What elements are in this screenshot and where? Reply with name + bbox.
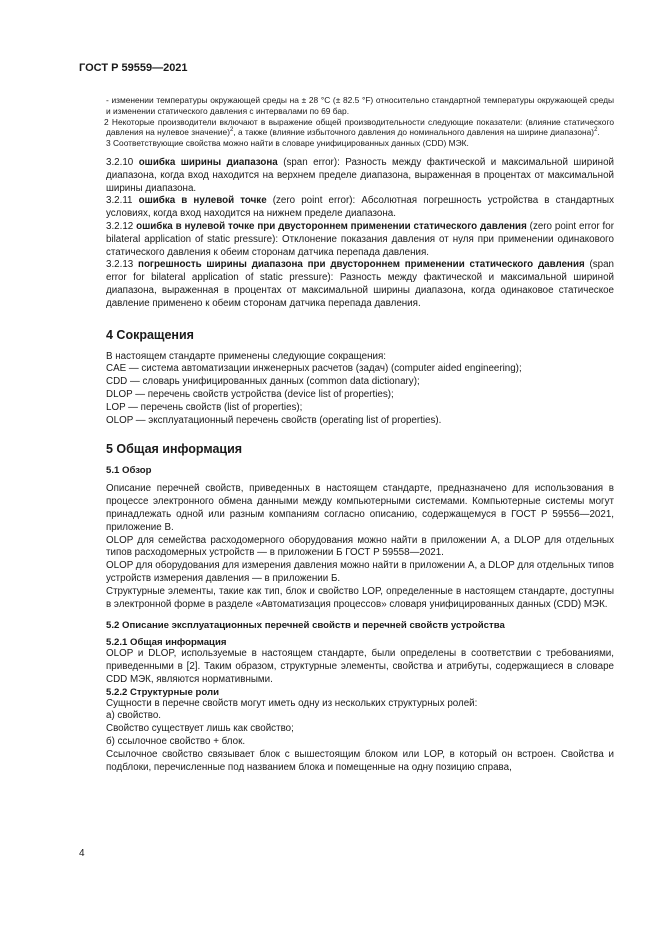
- abbr-item: CAE — система автоматизации инженерных расчетов (задач) (computer aided engineering);: [106, 363, 522, 375]
- note-3: 3 Соответствующие свойства можно найти в словаре унифицированных данных (CDD) МЭК.: [106, 138, 469, 149]
- def-number: 3.2.12: [106, 220, 134, 232]
- section-4-intro: В настоящем стандарте применены следующие сокращения:: [106, 350, 386, 362]
- def-number: 3.2.13: [106, 259, 134, 271]
- paragraph: Описание перечней свойств, приведенных в настоящем стандарте, предназначено для использования в процессе электронного обмена данными между компьютерными системами. Компьютерные системы могут принадлежать одной или разным компаниям согласно описанию, содержащемуся в ГОСТ Р 59556—2021, приложение В.: [106, 483, 614, 533]
- paragraph: OLOP для семейства расходомерного оборудования можно найти в приложении А, а DLOP для отдельных типов расходомерных устройств — в приложении Б ГОСТ Р 59558—2021.: [106, 534, 614, 559]
- note-2-text-b: , а также (влияние избыточного давления до номинального давления на ширине диапазона): [233, 127, 595, 138]
- def-text: (span error for bilateral application of static pressure): Разность между фактической и максимальной шириной диапазона, выраженная в процентах от максимальной ширины диапазона, когда одинаковое статическое давление применено к обеим сторонам датчика перепада давления.: [106, 259, 614, 309]
- page-number: 4: [79, 848, 85, 859]
- abbr-item: DLOP — перечень свойств устройства (device list of properties);: [106, 388, 394, 400]
- abbr-item: OLOP — эксплуатационный перечень свойств (operating list of properties).: [106, 414, 442, 426]
- section-5-2-1-title: 5.2.1 Общая информация: [106, 637, 227, 649]
- def-text: (span error): Разность между фактической и максимальной шириной диапазона, когда вход находится на верхнем пределе диапазона, выраженная в процентах от максимальной ширины диапазона.: [106, 156, 614, 194]
- definition-3-2-12: [106, 221, 614, 259]
- note-2-sup-b: 2: [594, 127, 598, 134]
- def-term: ошибка ширины диапазона: [138, 156, 278, 168]
- def-term: погрешность ширины диапазона при двустороннем применении статического давления: [138, 259, 585, 271]
- note-continuation: - изменении температуры окружающей среды на ± 28 °С (± 82.5 °F) относительно стандартной температуры окружающей среды и изменении статического давления с интервалами по 69 бар.: [106, 95, 614, 116]
- def-text: (zero point error for bilateral application of static pressure): Отклонение показания давления от нуля при применении одинакового статического давления к обеим сторонам датчика перепада давления.: [106, 220, 614, 258]
- paragraph: OLOP и DLOP, используемые в настоящем стандарте, были определены в соответствии с требованиями, приведенными в [2]. Таким образом, структурные элементы, свойства и атрибуты, содержащиеся в словаре CDD МЭК, являются нормативными.: [106, 648, 614, 685]
- paragraph: Ссылочное свойство связывает блок с вышестоящим блоком или LOP, в который он встроен. Свойства и подблоки, перечисленные под названием блока и помещенные на одну позицию справа,: [106, 748, 614, 773]
- definition-3-2-13: [106, 259, 614, 310]
- paragraph: Свойство существует лишь как свойство;: [106, 723, 294, 735]
- definition-3-2-10: [106, 157, 614, 195]
- def-term: ошибка в нулевой точке: [138, 195, 267, 207]
- section-5-2-2-title: 5.2.2 Структурные роли: [106, 686, 219, 698]
- section-5-2-title: 5.2 Описание эксплуатационных перечней свойств и перечней свойств устройства: [106, 620, 505, 632]
- note-2-text-a: 2 Некоторые производители включают в выражение общей производительности следующие показатели: (влияние статического давления на нулевое значение): [104, 116, 614, 138]
- list-item: а) свойство.: [106, 710, 161, 722]
- def-text: (zero point error): Абсолютная погрешность устройства в стандартных условиях, когда вход находится на нижнем пределе диапазона.: [106, 195, 614, 220]
- paragraph: Сущности в перечне свойств могут иметь одну из нескольких структурных ролей:: [106, 697, 478, 709]
- abbr-item: CDD — словарь унифицированных данных (common data dictionary);: [106, 376, 420, 388]
- note-2: [106, 117, 614, 139]
- def-number: 3.2.11: [106, 195, 133, 207]
- def-number: 3.2.10: [106, 156, 134, 168]
- note-2-end: .: [597, 127, 600, 138]
- section-5-title: 5 Общая информация: [106, 442, 243, 457]
- paragraph: OLOP для оборудования для измерения давления можно найти в приложении А, а DLOP для отдельных типов устройств измерения давления — в приложении Б.: [106, 560, 614, 584]
- standard-number: ГОСТ Р 59559—2021: [79, 62, 188, 74]
- def-term: ошибка в нулевой точке при двустороннем применении статического давления: [136, 220, 527, 232]
- note-2-sup-a: 2: [230, 127, 234, 134]
- list-item: б) ссылочное свойство + блок.: [106, 736, 246, 748]
- section-5-1-title: 5.1 Обзор: [106, 465, 152, 477]
- paragraph: Структурные элементы, такие как тип, блок и свойство LOP, определенные в настоящем стандарте, доступны в электронной форме в разделе «Автоматизация процессов» словаря унифицированных данных (CDD) МЭК.: [106, 585, 614, 610]
- section-4-title: 4 Сокращения: [106, 327, 194, 342]
- page-content: [106, 95, 614, 774]
- abbr-item: LOP — перечень свойств (list of properties);: [106, 401, 303, 413]
- definition-3-2-11: [106, 195, 614, 221]
